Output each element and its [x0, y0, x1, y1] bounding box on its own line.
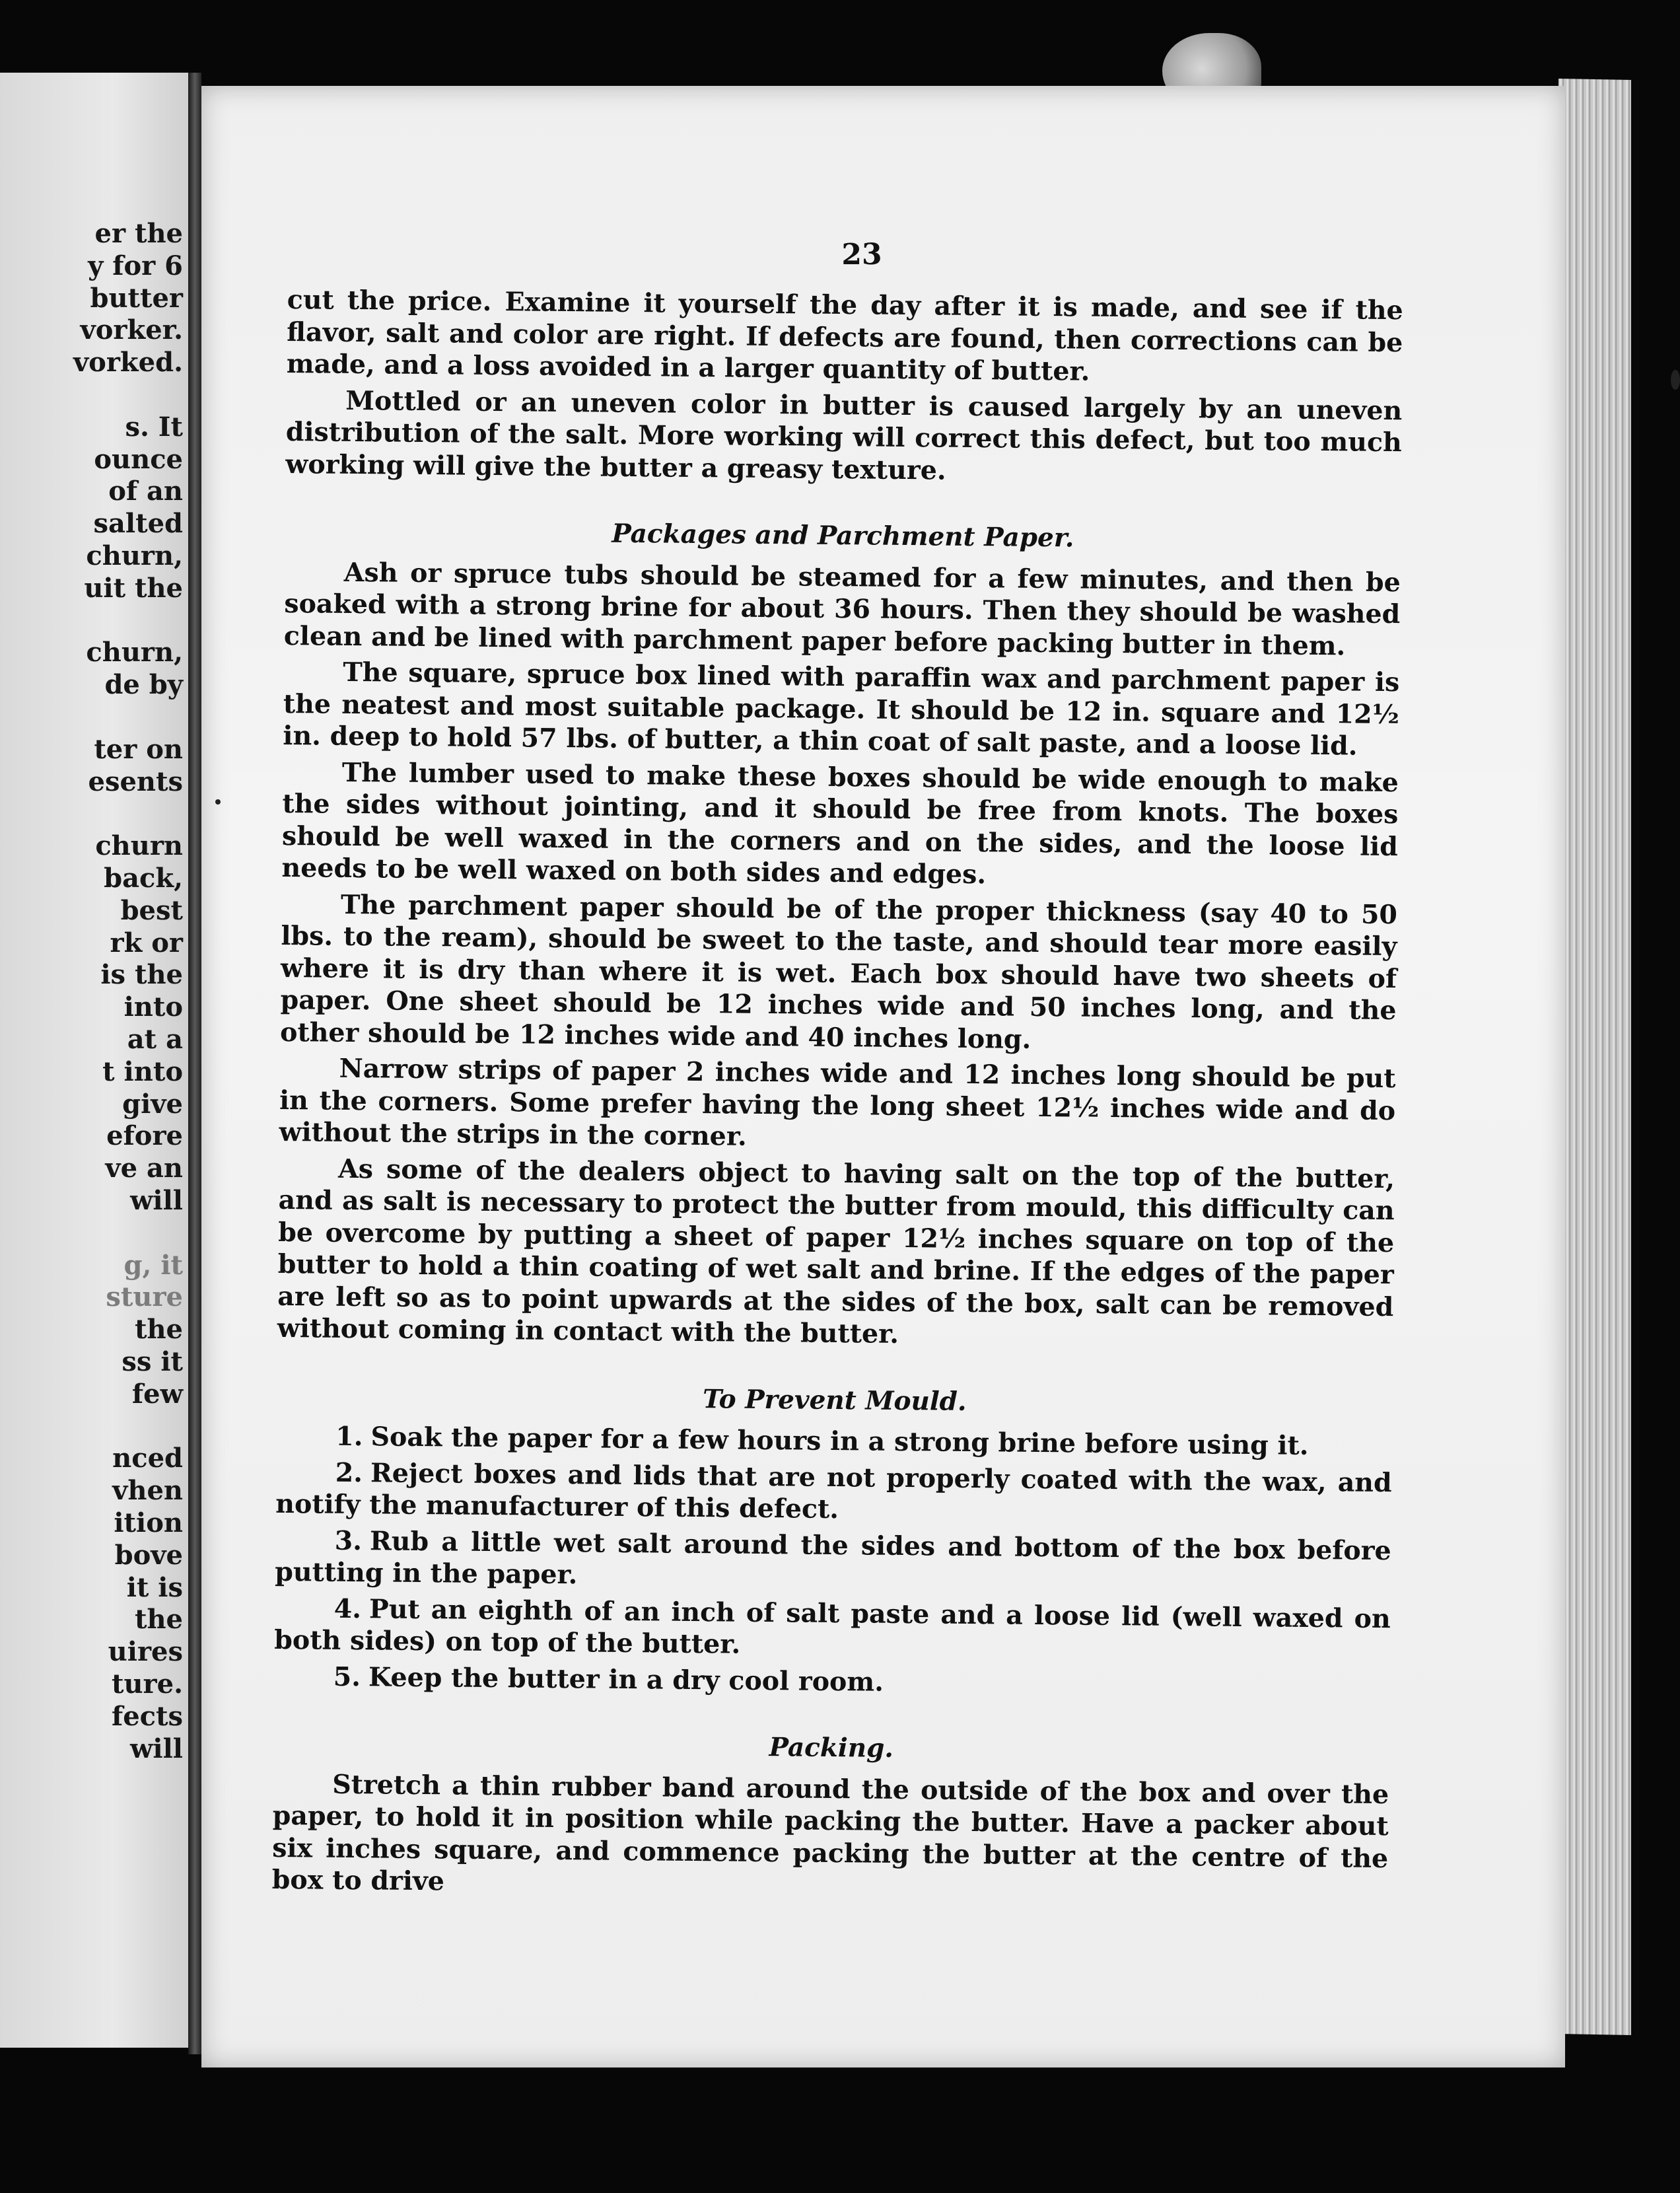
left-page-line: bove	[114, 1539, 183, 1571]
dust-speck	[1671, 370, 1680, 390]
mould-list	[274, 1420, 1393, 1703]
left-page-line: de by	[104, 669, 183, 701]
left-page-line: at a	[127, 1024, 183, 1055]
dust-speck	[215, 799, 221, 805]
heading-packing: Packing.	[769, 1732, 894, 1764]
list-item-number: 1.	[335, 1421, 363, 1453]
book-gutter	[188, 73, 201, 2054]
left-page-line: salted	[93, 508, 183, 540]
left-page-line: uires	[108, 1636, 183, 1668]
left-page-line: ture.	[111, 1669, 183, 1700]
list-item-text: Keep the butter in a dry cool room.	[368, 1661, 884, 1698]
left-page-line: back,	[104, 863, 183, 894]
left-page-line: uit the	[84, 572, 183, 604]
list-item	[276, 1420, 1392, 1463]
left-page-line: butter	[90, 282, 183, 314]
list-item-number: 5.	[333, 1661, 361, 1692]
heading-prevent-mould: To Prevent Mould.	[702, 1383, 967, 1417]
left-page-line: it is	[126, 1571, 183, 1603]
left-page-line: of an	[108, 476, 183, 507]
left-page-line: rk or	[110, 927, 183, 958]
left-page-fragment	[0, 73, 188, 2048]
left-page-line: fects	[111, 1700, 183, 1732]
left-page-line: give	[122, 1088, 183, 1120]
left-page-line: ss it	[122, 1346, 183, 1377]
left-page-line: t into	[102, 1056, 183, 1087]
list-item	[274, 1660, 1390, 1703]
packing-paragraph: Stretch a thin rubber band around the outside of the box and over the paper, to hold it in position while packing the butter. Have a packer about six inches square, and commence packing the butter at the centre of the box to drive	[271, 1769, 1389, 1897]
left-page-line: nced	[112, 1443, 183, 1474]
left-page-line: ter on	[94, 733, 183, 765]
left-page-line: into	[123, 991, 183, 1023]
intro-paragraph-1: cut the price. Examine it yourself the day after it is made, and see if the flavor, salt and color are right. If defects are found, then corrections can be made, and a loss avoided in a larger quantity of butter.	[286, 284, 1403, 387]
left-page-line: vorker.	[80, 314, 183, 346]
packages-paragraph: Ash or spruce tubs should be steamed for a few minutes, and then be soaked with a strong brine for about 36 hours. Then they should be washed clean and be lined with parchment paper before packing butter in them.	[283, 557, 1401, 661]
left-page-line: few	[131, 1378, 183, 1410]
left-page-line: churn,	[86, 637, 183, 668]
left-page-line: y for 6	[88, 250, 183, 281]
list-item-number: 2.	[335, 1457, 363, 1488]
left-page-line: will	[129, 1185, 183, 1216]
page-edge-stack	[1558, 79, 1631, 2035]
packages-paragraph: The parchment paper should be of the proper thickness (say 40 to 50 lbs. to the ream), should be sweet to the taste, and should tear more easily where it is dry than where it is wet. Each box should have two sheets of paper. One sheet should be 12 inches wide and 50 inches long, and the other should be 12 inches wide and 40 inches long.	[279, 889, 1398, 1055]
right-page	[201, 86, 1565, 2067]
list-item	[275, 1456, 1392, 1530]
left-page-line: churn,	[86, 540, 183, 571]
left-page-line: g, it	[123, 1249, 183, 1281]
heading-packages: Packages and Parchment Paper.	[612, 518, 1074, 554]
list-item-text: Put an eighth of an inch of salt paste and a loose lid (well waxed on both sides) on top of the butter.	[274, 1593, 1391, 1660]
left-page-line: esents	[88, 766, 183, 797]
left-page-line: er the	[94, 218, 183, 249]
packages-paragraph: The square, spruce box lined with paraffin wax and parchment paper is the neatest and most suitable package. It should be 12 in. square and 12½ in. deep to hold 57 lbs. of butter, a thin coat of salt paste, and a loose lid.	[283, 657, 1400, 762]
left-page-line: ition	[114, 1507, 183, 1538]
left-page-line: is the	[100, 959, 183, 991]
list-item-text: Reject boxes and lids that are not properly coated with the wax, and notify the manufacturer of this defect.	[275, 1457, 1392, 1525]
page-number: 23	[841, 238, 882, 271]
left-page-line: the	[134, 1604, 183, 1636]
packages-paragraph: The lumber used to make these boxes should be wide enough to make the sides without jointing, and it should be free from knots. The boxes should be well waxed in the corners and on the sides, and the loose lid needs to be well waxed on both sides and edges.	[281, 757, 1399, 890]
list-item-number: 4.	[333, 1593, 362, 1624]
left-page-line: the	[134, 1314, 183, 1346]
left-page-line: vorked.	[73, 347, 183, 378]
left-page-line: vhen	[112, 1475, 183, 1507]
list-item-number: 3.	[334, 1525, 363, 1556]
list-item-text: Rub a little wet salt around the sides and bottom of the box before putting in the paper.	[275, 1525, 1391, 1591]
list-item-text: Soak the paper for a few hours in a strong brine before using it.	[370, 1421, 1309, 1461]
left-page-line: ounce	[94, 443, 183, 475]
left-page-line: ve an	[105, 1153, 183, 1184]
page-body	[272, 284, 1403, 1911]
left-page-line: s. It	[125, 411, 183, 443]
left-page-line: sture	[106, 1281, 183, 1313]
packages-paragraph: As some of the dealers object to having salt on the top of the butter, and as salt is necessary to protect the butter from mould, this difficulty can be overcome by putting a sheet of paper 12½ inches square on top of the butter to hold a thin coating of wet salt and brine. If the edges of the paper are left so as to point upwards at the sides of the box, salt can be removed without coming in contact with the butter.	[277, 1153, 1395, 1349]
left-page-line: best	[120, 894, 183, 926]
list-item	[274, 1592, 1391, 1667]
left-page-line: efore	[106, 1120, 183, 1152]
left-page-line: churn	[95, 830, 183, 862]
list-item	[275, 1524, 1391, 1599]
packages-paragraph: Narrow strips of paper 2 inches wide and 12 inches long should be put in the corners. Some prefer having the long sheet 12½ inches wide and do without the strips in the corner.	[279, 1053, 1396, 1152]
left-page-line: will	[129, 1733, 183, 1764]
intro-paragraph-2: Mottled or an uneven color in butter is caused largely by an uneven distribution of the salt. More working will correct this defect, but too much working will give the butter a greasy texture.	[285, 385, 1403, 486]
